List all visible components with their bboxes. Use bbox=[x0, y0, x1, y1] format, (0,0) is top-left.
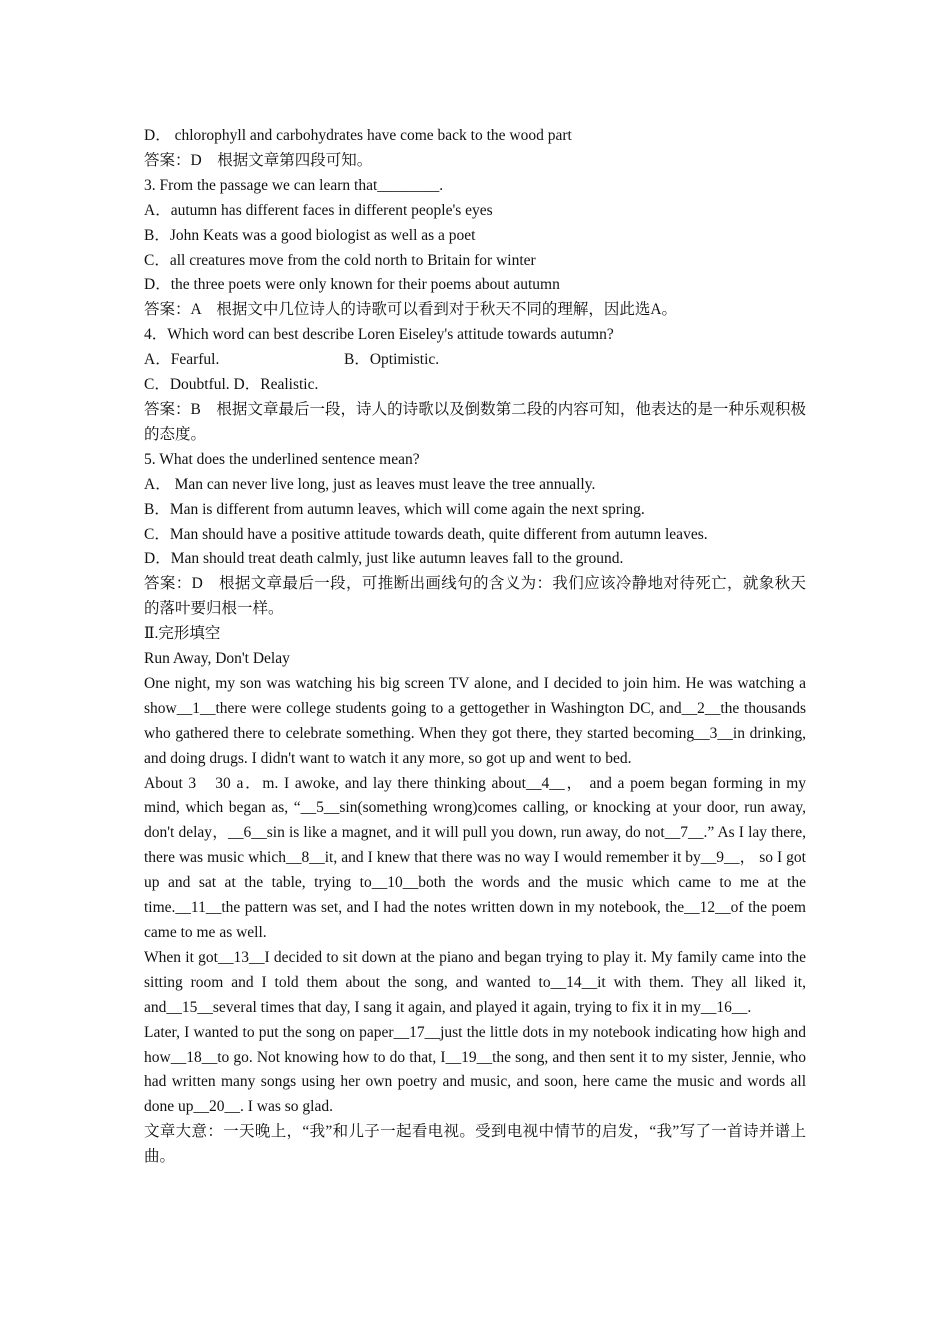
q3-answer: 答案：A 根据文中几位诗人的诗歌可以看到对于秋天不同的理解，因此选A。 bbox=[144, 301, 678, 319]
q3-option-c: C．all creatures move from the cold north to Britain for winter bbox=[144, 251, 536, 269]
q4-option-a: A．Fearful. bbox=[144, 351, 220, 369]
q4-answer: 答案：B 根据文章最后一段，诗人的诗歌以及倒数第二段的内容可知，他表达的是一种乐观积极的态度。 bbox=[144, 400, 806, 443]
passage-paragraph-4: Later, I wanted to put the song on paper__17__just the little dots in my notebook indicating how high and how__18__to go. Not knowing how to do that, I__19__the song, and then sent it to my sister, Jennie, who had written many songs using her own poetry and music, and soon, here came the music and words all done up__20__. I was so glad. bbox=[144, 1023, 806, 1116]
document-body bbox=[144, 124, 806, 1170]
q5-option-c: C．Man should have a positive attitude towards death, quite different from autumn leaves. bbox=[144, 525, 708, 543]
q5-stem: 5. What does the underlined sentence mean? bbox=[144, 450, 420, 468]
q3-stem: 3. From the passage we can learn that________. bbox=[144, 176, 444, 194]
passage-paragraph-1: One night, my son was watching his big screen TV alone, and I decided to join him. He was watching a show__1__there were college students going to a gettogether in Washington DC, and__2__the thousands who gathered there to celebrate something. When they got there, they started becoming__3__in drinking, and doing drugs. I didn't want to watch it any more, so got up and went to bed. bbox=[144, 674, 806, 767]
q5-option-a: A． Man can never live long, just as leaves must leave the tree annually. bbox=[144, 475, 596, 493]
q5-answer: 答案：D 根据文章最后一段，可推断出画线句的含义为：我们应该冷静地对待死亡，就象秋天的落叶要归根一样。 bbox=[144, 575, 806, 618]
section-heading: Ⅱ.完形填空 bbox=[144, 625, 221, 643]
q2-option-d: D． chlorophyll and carbohydrates have come back to the wood part bbox=[144, 127, 572, 144]
q3-option-a: A．autumn has different faces in different people's eyes bbox=[144, 201, 493, 219]
passage-title: Run Away, Don't Delay bbox=[144, 650, 290, 668]
q4-options-ab bbox=[144, 348, 806, 373]
passage-paragraph-3: When it got__13__I decided to sit down at the piano and began trying to play it. My family came into the sitting room and I told them about the song, and wanted to__14__it with them. They all liked it, and__15__several times that day, I sang it again, and played it again, trying to fix it in my__16__. bbox=[144, 948, 806, 1016]
q5-option-d: D．Man should treat death calmly, just like autumn leaves fall to the ground. bbox=[144, 550, 624, 568]
q3-option-b: B．John Keats was a good biologist as well as a poet bbox=[144, 226, 476, 244]
passage-paragraph-2: About 3 30 a．m. I awoke, and lay there thinking about__4__， and a poem began forming in my mind, which began as, “__5__sin(something wrong)comes calling, or knocking at your door, run away, don't delay，__6__sin is like a magnet, and it will pull you down, run away, do not__7__.” As I lay there, there was music which__8__it, and I knew that there was no way I would remember it by__9__， so I got up and sat at the table, trying to__10__both the words and the music which came to me at the time.__11__the pattern was set, and I had the notes written down in my notebook, the__12__of the poem came to me as well. bbox=[144, 774, 806, 941]
q4-options-cd: C．Doubtful. D．Realistic. bbox=[144, 376, 319, 394]
q4-option-b: B．Optimistic. bbox=[344, 351, 440, 369]
q4-stem: 4．Which word can best describe Loren Eiseley's attitude towards autumn? bbox=[144, 326, 614, 344]
passage-summary: 文章大意：一天晚上，“我”和儿子一起看电视。受到电视中情节的启发，“我”写了一首诗并谱上曲。 bbox=[144, 1123, 806, 1166]
q3-option-d: D．the three poets were only known for their poems about autumn bbox=[144, 276, 560, 294]
q5-option-b: B．Man is different from autumn leaves, which will come again the next spring. bbox=[144, 500, 645, 518]
q2-answer: 答案：D 根据文章第四段可知。 bbox=[144, 151, 373, 169]
